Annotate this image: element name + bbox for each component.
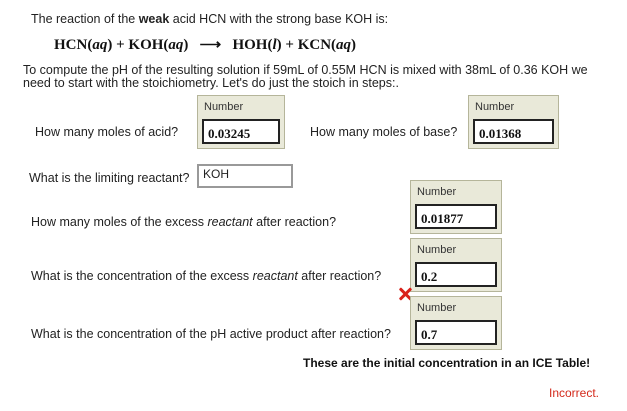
- question-moles-base: How many moles of base?: [310, 125, 458, 139]
- question-ph-active-product: What is the concentration of the pH active product after reaction?: [31, 327, 391, 341]
- excess-moles-number-box: [410, 180, 502, 234]
- number-label: Number: [475, 101, 515, 113]
- limiting-reactant-input[interactable]: KOH: [197, 164, 293, 188]
- acid-moles-number-box: [197, 95, 285, 149]
- ph-product-number-box: [410, 296, 502, 350]
- intro-text: The reaction of the weak acid HCN with the strong base KOH is:: [31, 12, 389, 26]
- ph-product-input[interactable]: 0.7: [415, 320, 497, 345]
- number-label: Number: [417, 302, 457, 314]
- reaction-arrow: ⟶: [199, 37, 222, 53]
- base-moles-number-box: [468, 95, 559, 149]
- excess-moles-input[interactable]: 0.01877: [415, 204, 497, 229]
- question-moles-acid: How many moles of acid?: [35, 125, 179, 139]
- feedback-hint: These are the initial concentration in an ICE Table!: [303, 356, 591, 370]
- number-label: Number: [417, 244, 457, 256]
- weak-emphasis: weak: [138, 12, 170, 26]
- problem-line-2: need to start with the stoichiometry. Let's do just the stoich in steps:.: [23, 76, 399, 90]
- excess-concentration-number-box: [410, 238, 502, 292]
- reaction-equation: HCN(aq) + KOH(aq) ⟶ HOH(l) + KCN(aq): [54, 37, 357, 53]
- number-label: Number: [204, 101, 244, 113]
- excess-concentration-input[interactable]: 0.2: [415, 262, 497, 287]
- base-moles-input[interactable]: 0.01368: [473, 119, 554, 144]
- question-excess-moles: How many moles of the excess reactant after reaction?: [31, 215, 337, 229]
- acid-moles-input[interactable]: 0.03245: [202, 119, 280, 144]
- problem-line-1: To compute the pH of the resulting solution if 59mL of 0.55M HCN is mixed with 38mL of 0.36 KOH we: [23, 63, 588, 77]
- incorrect-status: Incorrect.: [549, 386, 600, 400]
- number-label: Number: [417, 186, 457, 198]
- question-limiting-reactant: What is the limiting reactant?: [29, 171, 190, 185]
- question-excess-concentration: What is the concentration of the excess reactant after reaction?: [31, 269, 382, 283]
